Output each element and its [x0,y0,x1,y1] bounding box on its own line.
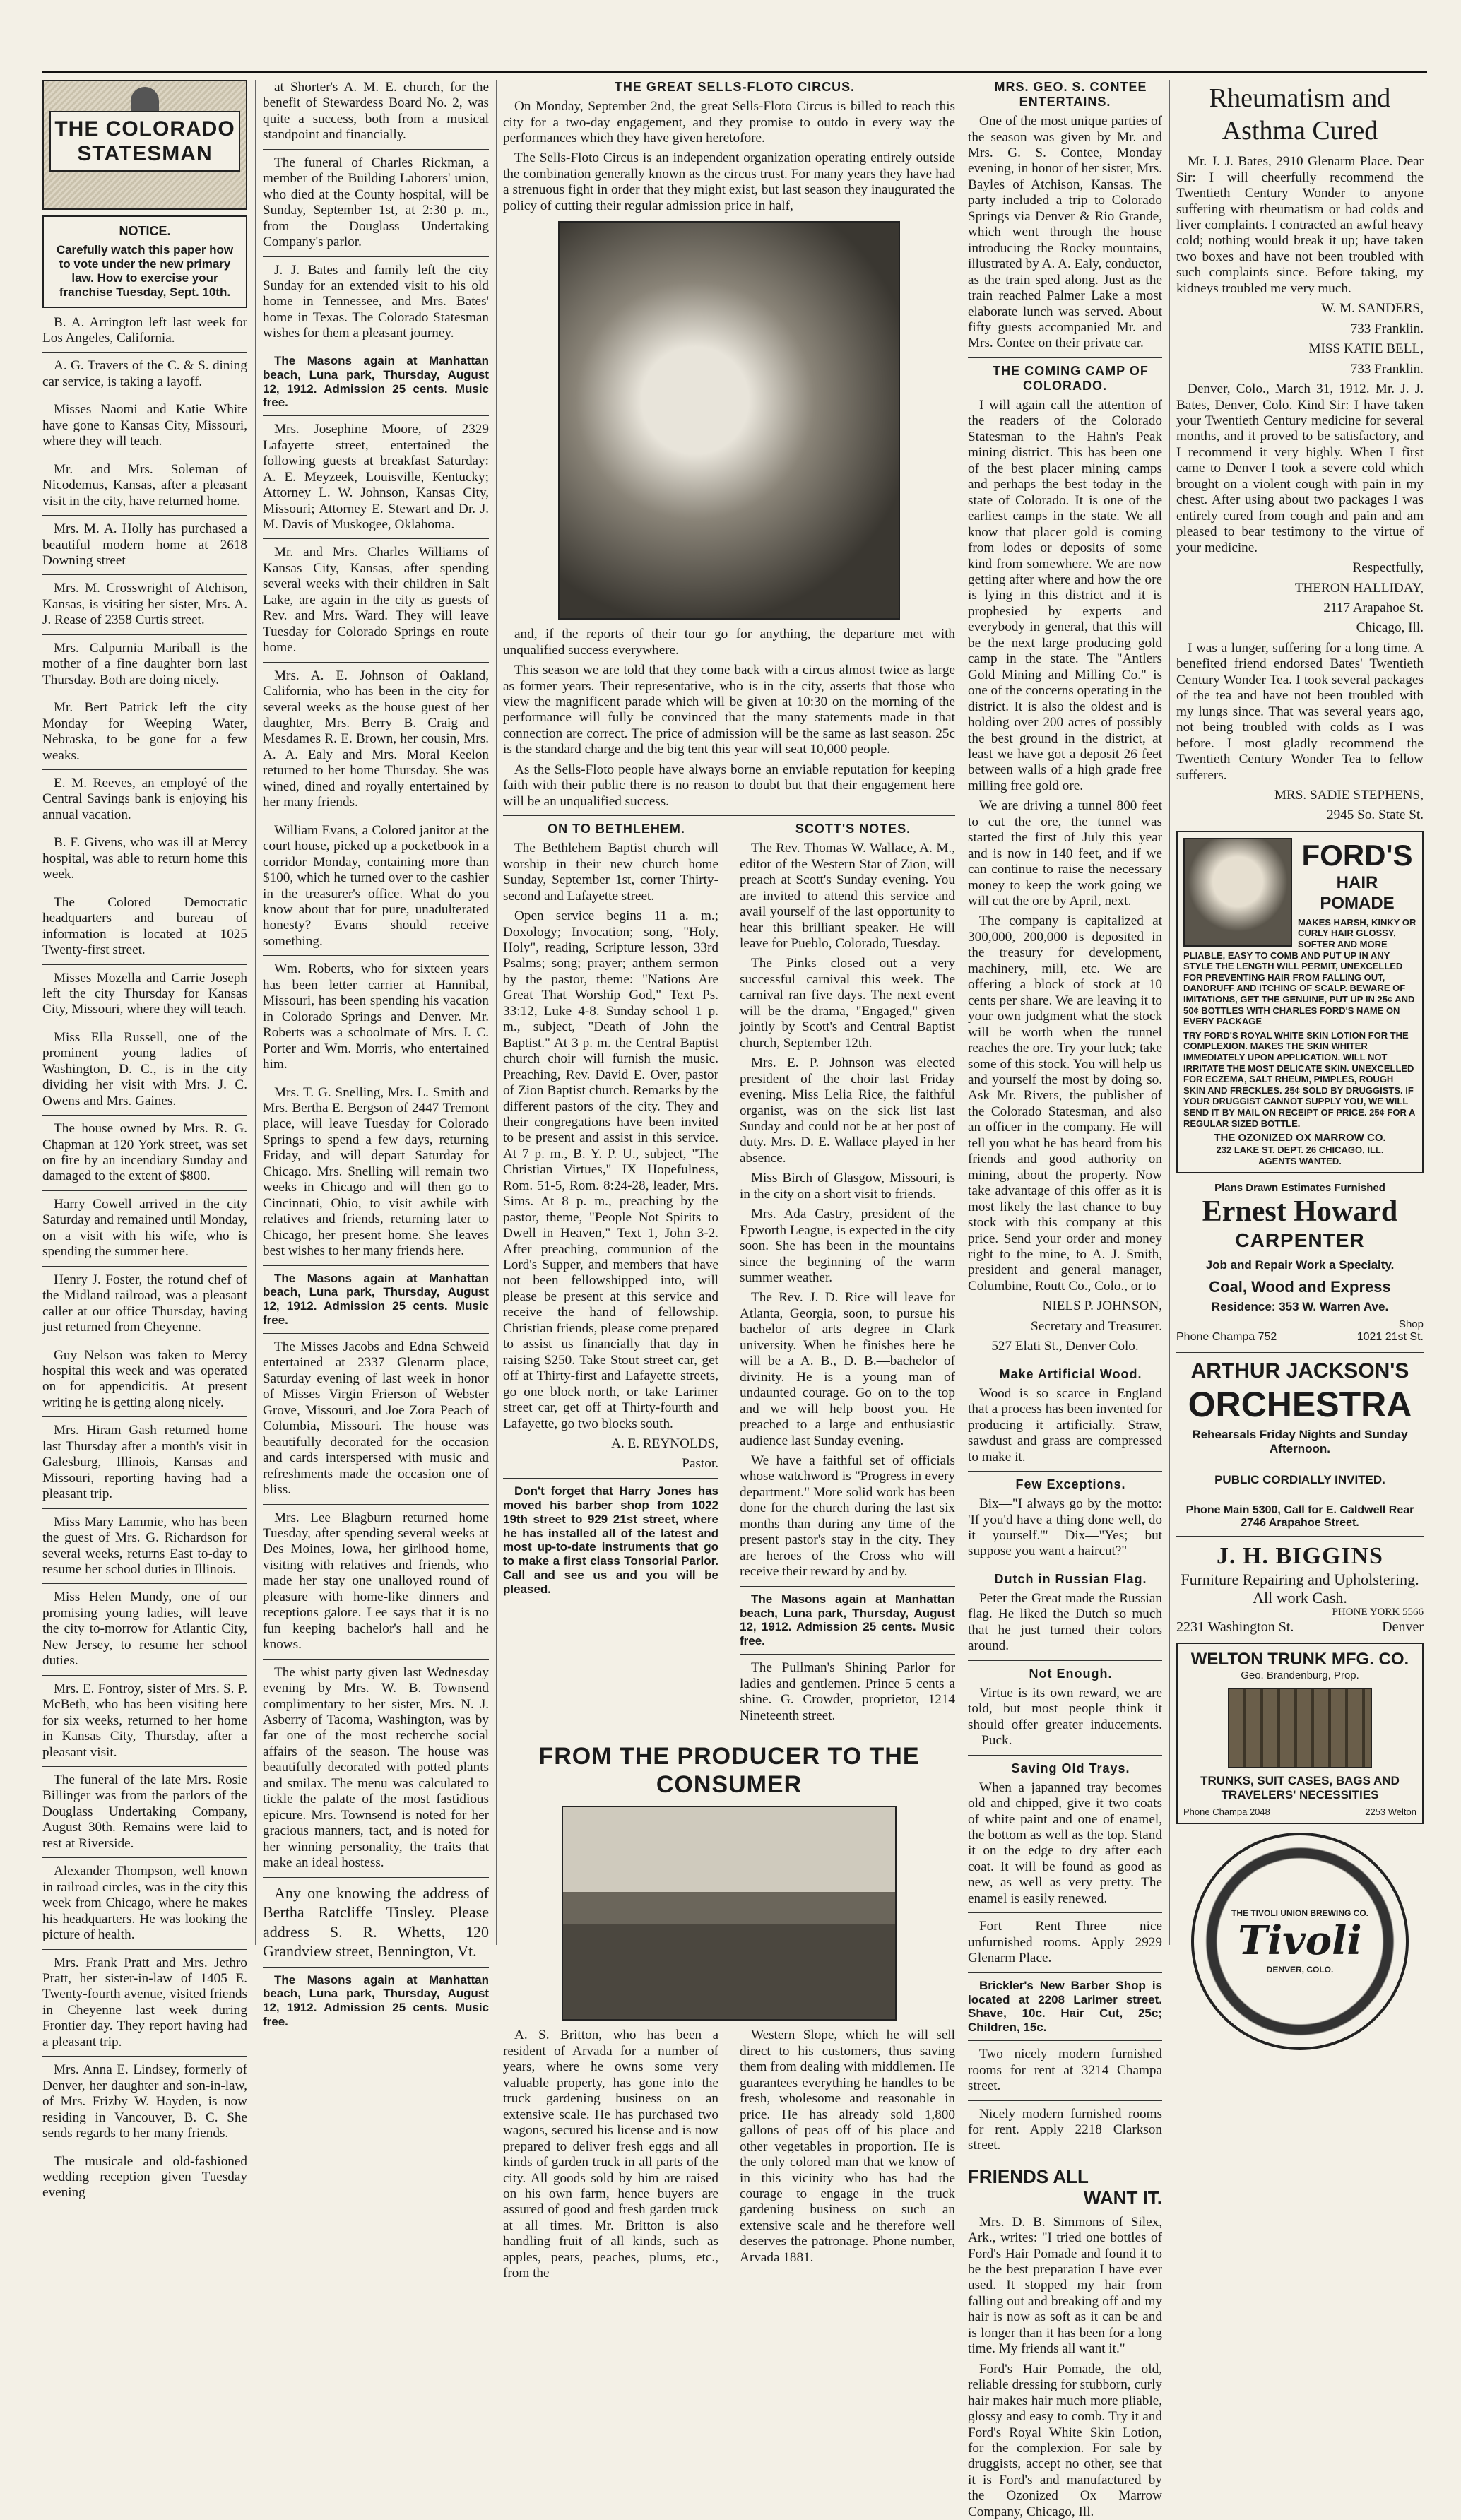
news-item: Mr. Bert Patrick left the city Monday for Weeping Water, Nebraska, to be gone for a few weaks. [42,700,247,763]
camp-paragraph: We are driving a tunnel 800 feet to cut the ore, the tunnel was started the first of July this year and is now in 140 feet, and if we can continue to raise the necessary money to keep the work going we will cut the ore by April, next. [968,798,1162,909]
scott-paragraph: The Pinks closed out a very successful carnival this week. The carnival ran five days. The next event will be the drama, "Engaged," given jointly by Scott's and Central Baptist church, September 12th. [740,956,955,1051]
wood-title: Make Artificial Wood. [999,1366,1142,1381]
contee-body: One of the most unique parties of the season was given by Mr. and Mrs. G. S. Contee, Monday evening, in honor of her sister, Mrs. Bayles of Atchison, Kansas. The party included a trip to Colorado Springs via Denver & Rio Grande, which went through the house introducing the Rocky mountains, illustrated by A. A. Ealy, conductor, as the train sped along. Just as the train reached Palmer Lake a most elaborate lunch was served. About fifty guests accompanied Mr. and Mrs. Contee on their private car. [968,114,1162,351]
tivoli-logo [1191,1833,1409,2050]
biggins-services: Furniture Repairing and Upholstering. All work Cash. [1181,1570,1419,1607]
divider [968,1755,1162,1756]
divider [968,1660,1162,1661]
local-items-4 [263,1339,489,1871]
divider [42,2056,247,2057]
column-2 [263,80,489,2029]
rheumatism-letter-3: I was a lunger, suffering for a long time. A benefited friend endorsed Bates' Twentieth Century Wonder Tea. I took several packages of the tea and have not been troubled with my lungs since. That was several years ago, not being troubled with colds as I was before. I most gladly recommend the Twentieth Century Wonder Tea to fellow sufferers. [1176,640,1424,783]
howard-residence: Residence: 353 W. Warren Ave. [1211,1300,1389,1314]
news-item: Wm. Roberts, who for sixteen years has been letter carrier at Hannibal, Missouri, has been spending his vacation in Colorado Springs and Denver. Mr. Roberts was a schoolmate of Mrs. J. C. Porter and Wm. Morris, who entertained him. [263,962,489,1072]
jackson-name: ARTHUR JACKSON'S [1190,1359,1409,1383]
howard-top-line: Plans Drawn Estimates Furnished [1214,1182,1385,1195]
divider [968,357,1162,358]
fords-address: 232 LAKE ST. DEPT. 26 CHICAGO, ILL. [1216,1144,1384,1156]
testimonial-address-4: 2945 So. State St. [1327,808,1424,823]
divider [42,1949,247,1950]
producer-headline: FROM THE PRODUCER TO THE CONSUMER [538,1742,920,1798]
divider [42,769,247,770]
divider [263,415,489,416]
masons-notice-2: The Masons again at Manhattan beach, Luna park, Thursday, August 12, 1912. Admission 25 cents. Music free. [263,1271,489,1327]
news-item: B. F. Givens, who was ill at Mercy hospital, was able to return home this week. [42,835,247,882]
news-item: Mrs. Frank Pratt and Mrs. Jethro Pratt, her sister-in-law of 1405 E. Twenty-fourth avenue, visited friends in Cheyenne last week during Frontier day. They report having had a pleasant trip. [42,1955,247,2049]
news-item: The Colored Democratic headquarters and bureau of information is located at 1025 Twenty-first street. [42,894,247,958]
trunk-icon [1228,1688,1372,1768]
portrait-image [1183,838,1292,947]
newspaper-page [42,71,1427,2519]
trunk-phone: Phone Champa 2048 [1183,1806,1270,1817]
divider [42,515,247,516]
news-item: A. G. Travers of the C. & S. dining car service, is taking a layoff. [42,358,247,389]
divider [42,1675,247,1676]
fords-text-2: TRY FORD'S ROYAL WHITE SKIN LOTION FOR THE COMPLEXION. MAKES THE SKIN WHITER IMMEDIATELY UPON APPLICATION. WILL NOT IRRITATE THE MOST DELICATE SKIN. UNEXCELLED FOR ECZEMA, SALT RHEUM, PIMPLES, ROUGH SKIN AND FRECKLES. 25¢ SOLD BY DRUGGISTS. IF YOUR DRUGGIST CANNOT SUPPLY YOU, WE WILL SEND IT BY MAIL ON RECEIPT OF PRICE. 25¢ FOR A REGULAR SIZED BOTTLE. [1183,1029,1415,1129]
enough-title: Not Enough. [1029,1666,1113,1681]
howard-job: Job and Repair Work a Specialty. [1205,1258,1395,1272]
britton-paragraph-2: Western Slope, which he will sell direct to his customers, thus saving them from dealing with middlemen. He guarantees everything he handles to be fresh, wholesome and reasonable in price. He has already sold 1,800 gallons of peas off of his place and other vegetables in proportion. He is the only colored man that we know of in this vicinity who has had the courage to engage in the truck gardening business on such an extensive scale and he therefore well deserves the patronage. Phone number, Arvada 1881. [740,2028,955,2265]
news-item: Mr. and Mrs. Soleman of Nicodemus, Kansas, after a pleasant visit in the city, have returned home. [42,461,247,509]
rheumatism-letter-2: Denver, Colo., March 31, 1912. Mr. J. J. Bates, Denver, Colo. Kind Sir: I have taken your Twentieth Century medicine for several months, and it proved to be satisfactory, and I recommend it very highly. When I first came to Denver I took a severe cold which brought on a violent cough with pain in my chest. After using about two packages I was entirely cured from cough and pain and am pleased to bear testimony to the virtue of your medicine. [1176,381,1424,555]
friends-headline [968,2166,1162,2209]
divider [1176,1352,1424,1353]
news-item: Mrs. E. Fontroy, sister of Mrs. S. P. McBeth, who has been visiting here for six weeks, returned to her home in Kansas City, Thursday, after a pleasant visit. [42,1681,247,1760]
divider [263,662,489,663]
friends-paragraph: Ford's Hair Pomade, the old, reliable dressing for stubborn, curly hair makes hair much more pliable, glossy and easy to comb. Try it and Ford's Royal White Skin Lotion, for the complexion. For sale by druggists, accept no other, see that it is Ford's and manufactured by the Ozonized Ox Marrow Company, Chicago, Ill. [968,2361,1162,2519]
fords-pomade-ad [1176,831,1424,1173]
howard-ad [1176,1182,1424,1344]
divider [263,1967,489,1968]
news-item: The funeral of the late Mrs. Rosie Billinger was from the parlors of the Douglass Undertaking Company, August 30th. Remains were laid to rest at Riverside. [42,1772,247,1851]
testimonial-address-2: 733 Franklin. [1350,361,1424,377]
tivoli-ring-text: THE TIVOLI UNION BREWING CO. [1231,1908,1368,1919]
wood-body: Wood is so scarce in England that a process has been invented for producing it artificially. Straw, sawdust and grass are compressed to make it. [968,1385,1162,1465]
divider [42,1508,247,1509]
divider [1176,1536,1424,1537]
bethlehem-paragraph: The Bethlehem Baptist church will worship in their new church home Sunday, September 1st, corner Thirty-second and Lafayette street. [503,841,718,904]
trunk-contact-row [1183,1806,1416,1817]
masons-notice: The Masons again at Manhattan beach, Luna park, Thursday, August 12, 1912. Admission 25 cents. Music free. [263,353,489,410]
news-item: Miss Ella Russell, one of the prominent young ladies of Washington, D. C., is in the city dividing her visit with Mrs. J. C. Owens and Mrs. Gaines. [42,1029,247,1108]
howard-shop-label: Shop [1398,1318,1424,1331]
fords-subtitle: HAIR POMADE [1320,873,1395,913]
scott-paragraph: The Rev. J. D. Rice will leave for Atlanta, Georgia, soon, to pursue his bachelor of arts degree in Clark university. When he finishes here he will be a A. B., D. B.—bachelor of divinity. He is a young man of undaunted courage. Go on to the top and we will help boost you. He preached to a large and enthusiastic audience last Sunday evening. [740,1290,955,1448]
scott-article [740,822,955,1728]
friends-headline-line-2: WANT IT. [1083,2187,1162,2209]
howard-trade: CARPENTER [1235,1229,1365,1251]
rheumatism-headline-line-1: Rheumatism and [1209,83,1391,113]
britton-paragraph: A. S. Britton, who has been a resident of Arvada for a number of years, where he owns some very valuable property, has gone into the truck gardening business on an extensive scale. He has purchased two wagons, secured his license and is now prepared to deliver fresh eggs and all kinds of garden truck in all parts of the city. All goods sold by him are raised on his own farm, hence buyers are assured of good and fresh garden truck at all times. Mr. Britton is also handling fruit of all kinds, such as apples, pears, peaches, plums, etc., from the [503,2028,718,2281]
rheumatism-letter [1176,154,1424,297]
divider [42,1416,247,1417]
column-1 [42,80,247,2201]
news-item: E. M. Reeves, an employé of the Central Savings bank is enjoying his annual vacation. [42,775,247,822]
local-items-3 [263,422,489,1259]
jackson-orchestra: ORCHESTRA [1188,1384,1412,1424]
testimonial-signature-3: THERON HALLIDAY, [1294,580,1424,596]
masthead-title: THE COLORADO STATESMAN [49,111,240,172]
howard-phone-row [1176,1331,1424,1344]
local-items [42,315,247,2201]
pullman-notice: The Pullman's Shining Parlor for ladies and gentlemen. Prince 5 cents a shine. G. Crowder, proprietor, 1214 Nineteenth street. [740,1660,955,1723]
news-item: Mr. and Mrs. Charles Williams of Kansas City, Kansas, after spending several weeks with their children in Salt Lake, are again in the city as guests of Rev. and Mrs. Ward. They will leave Tuesday for Colorado Springs en route home. [263,545,489,656]
scott-paragraph: The Rev. Thomas W. Wallace, A. M., editor of the Western Star of Zion, will preach at Scott's Sunday evening. You are invited to attend this service and avail yourself of the last opportunity to hear this brilliant speaker. He will leave for Pueblo, Colorado, Tuesday. [740,841,955,951]
testimonial-signature: W. M. SANDERS, [1321,301,1424,317]
divider [968,1972,1162,1973]
testimonial-address: 733 Franklin. [1350,321,1424,336]
news-item: Mrs. Hiram Gash returned home last Thursday after a month's visit in Galesburg, Illinois, Kansas and Missouri, reporting having had a pleasant trip. [42,1423,247,1502]
camp-title: THE COMING CAMP OF COLORADO. [993,363,1149,393]
news-item: Mrs. Josephine Moore, of 2329 Lafayette street, entertained the following guests at breakfast Saturday: A. E. Meyzeek, Louisville, Kentucky; Attorney L. W. Johnson, Kansas City, Missouri; Attorney E. Stewart and Dr. J. M. Davis of Muskogee, Oklahoma. [263,422,489,533]
news-item: Guy Nelson was taken to Mercy hospital this week and was operated on for appendicitis. At present writing he is getting along nicely. [42,1347,247,1410]
news-item: Mrs. A. E. Johnson of Oakland, California, who has been in the city for several weeks as the house guest of her daughter, Mrs. Berry B. Craig and Mesdames R. E. Brown, her cousin, Mrs. A. A. Ealy and Mrs. Moral Keelon returned to her home Thursday. She was wined, dined and royally entertained by her many friends. [263,668,489,810]
news-item: William Evans, a Colored janitor at the court house, picked up a pocketbook in a corridor Monday, containing more than $100, which he turned over to the cashier in the treasurer's office. What do you know about that for pure, unadulterated honesty? Evans should receive something. [263,822,489,949]
few-title: Few Exceptions. [1015,1477,1126,1492]
chicago-dateline: Chicago, Ill. [1356,620,1424,636]
biggins-city: Denver [1382,1619,1424,1635]
circus-paragraph: As the Sells-Floto people have always borne an enviable reputation for keeping faith with their public there is no reason to doubt but that their engagement here will be an unqualified success. [503,762,955,809]
fords-company: THE OZONIZED OX MARROW CO. [1214,1132,1386,1144]
rent-notice-2: Two nicely modern furnished rooms for rent at 3214 Champa street. [968,2047,1162,2094]
divider [42,1766,247,1767]
local-items-2 [263,80,489,342]
notice-box [42,215,247,308]
divider [42,574,247,575]
divider [42,1857,247,1858]
divider [263,149,489,150]
rheumatism-headline [1176,83,1424,147]
jackson-ad [1176,1359,1424,1530]
news-item: Henry J. Foster, the rotund chef of the Midland railroad, was a pleasant caller at our office Thursday, having just returned from Cheyenne. [42,1272,247,1335]
welton-trunk-ad [1176,1643,1424,1824]
divider [263,1333,489,1334]
ratcliffe-notice: Any one knowing the address of Bertha Ratcliffe Tinsley. Please address S. R. Whetts, 120 Grandview street, Bennington, Vt. [263,1883,489,1960]
column-5 [1176,80,1424,1975]
tivoli-brand: Tivoli [1238,1917,1362,1965]
contee-title: MRS. GEO. S. CONTEE ENTERTAINS. [994,80,1147,110]
enough-body: Virtue is its own reward, we are told, but most people think it should offer greater inducements.—Puck. [968,1685,1162,1749]
trunk-title: WELTON TRUNK MFG. CO. [1190,1650,1409,1669]
camp-paragraph: The company is capitalized at 300,000, 200,000 is deposited in the treasury for development, machinery, mill, etc. We are offering a block of stock at 10 cents per share. We are leaving it to your own judgment what the stock will be worth when the tunnel reaches the ore. Try your luck; take some of this stock. You will help us and yourself the most by doing so. Ask Mr. Rivers, the publisher of the Colorado Statesman, and also an officer in the company. He will tell you what he has heard from his friends and good authority on mining, about the property. Now take advantage of this offer as it is most likely the last chance to buy stock with this company at this price. Send your order and money right to the mine, to A. J. Smith, president and general manager, Columbine, Routt Co., Colo., or to [968,913,1162,1294]
news-item: at Shorter's A. M. E. church, for the benefit of Stewardess Board No. 2, was quite a success, both from a musical standpoint and financially. [263,80,489,143]
biggins-address: 2231 Washington St. [1176,1619,1294,1635]
howard-coal: Coal, Wood and Express [1209,1277,1391,1296]
friends-paragraph: Mrs. D. B. Simmons of Silex, Ark., writes: "I tried one bottles of Ford's Hair Pomade and found it to be the best preparation I have ever used. It stopped my hair from falling out and breaking off and my hair is now as soft as it can be and is longer than it has been for a long time. My friends all want it." [968,2214,1162,2357]
column-divider [496,80,497,1945]
circus-paragraph: The Sells-Floto Circus is an independent organization operating entirely outside the combination generally known as the circus trust. For many years they have had a strenuous fight in order that they might exist, but last season they inaugurated the policy of cutting their regular admission price in half, [503,150,955,213]
divider [263,955,489,956]
biggins-phone: PHONE YORK 5566 [1332,1607,1424,1619]
masons-notice-3: The Masons again at Manhattan beach, Luna park, Thursday, August 12, 1912. Admission 25 cents. Music free. [263,1972,489,2029]
divider [42,1583,247,1584]
divider [740,1586,955,1587]
camp-address: 527 Elati St., Denver Colo. [991,1339,1139,1354]
news-item: The house owned by Mrs. R. G. Chapman at 120 York street, was set on fire by an incendiary Sunday and damaged to the extent of $800. [42,1121,247,1184]
scott-body [740,841,955,1580]
bethlehem-paragraph: Open service begins 11 a. m.; Doxology; Invocation; song, "Holy, Holy", reading, Scripture lesson, 33rd Psalms; song; prayer; anthem sermon by the pastor, theme: "Nations Are Great That Worship God," Text Ps. 33:12, Luke 4-8. Sunday school 1 p. m., subject, "Death of John the Baptist." At 3 p. m. the Central Baptist church choir will furnish the music. Preaching, Rev. David E. Over, pastor of Zion Baptist church. Remarks by the different pastors of the city. They and their congregations have been invited to be present and assist in this service. At 7 p. m., B. Y. P. U., subject, "The Christian Virtues," IX Hopefulness, Rom. 51-5, Rom. 8:24-28, leader, Mrs. Sims. At 8 p. m., preaching by the pastor, theme, "People Not Spirits to Dwell in Heaven," Text 1, John 3-2. After preaching, communion of the Lord's Supper, and members that have not been fellowshipped into, will please be present at this service and receive the hand of fellowship. Christian friends, please come prepared to assist us financially that day in raising $250. Take Stout street car, get off at Thirty-first and Lafayette streets, go one block north, or take Larimer street car, get off at Thirty-fourth and Lafayette, go two blocks south. [503,909,718,1431]
divider [263,1265,489,1266]
news-item: Miss Mary Lammie, who has been the guest of Mrs. G. Richardson for several weeks, returns East to-day to resume her school duties in Illinois. [42,1514,247,1577]
divider [42,1115,247,1116]
friends-headline-line-1: FRIENDS ALL [968,2165,1089,2187]
news-item: The whist party given last Wednesday evening by Mrs. W. B. Townsend complimentary to her sister, Mrs. N. J. Asberry of Tacoma, Washington, was by far one of the most recherche social affairs of the season. The house was beautifully decorated with potted plants and smilax. The menu was calculated to tickle the palate of the most fastidious epicure. Mrs. Townsend is noted for her gracious manners, tact, and is noted for her winning personality, the traits that make an ideal hostess. [263,1664,489,1871]
divider [263,1504,489,1505]
testimonial-signature-4: MRS. SADIE STEPHENS, [1274,787,1424,803]
bethlehem-article [503,822,718,1728]
divider [968,1912,1162,1913]
trunk-items: TRUNKS, SUIT CASES, BAGS AND TRAVELERS' NECESSITIES [1200,1773,1400,1802]
rheumatism-paragraph: Mr. J. J. Bates, 2910 Glenarm Place. Dear Sir: I will cheerfully recommend the Twentieth Century Wonder to anyone suffering with rheumatism or bad colds and liver complaints. I contracted an awful heavy cold; nothing would break it up; have taken two boxes and have not been troubled with such complaints since. Before taking, my kidneys troubled me very much. [1176,154,1424,296]
rent-notice-3: Nicely modern furnished rooms for rent. Apply 2218 Clarkson street. [968,2106,1162,2153]
news-item: Alexander Thompson, well known in railroad circles, was in the city this week from Chicago, where he makes his headquarters. He was looking the picture of health. [42,1864,247,1943]
divider [263,1659,489,1660]
column-3 [503,80,955,2281]
column-divider [255,80,256,1945]
scott-paragraph: We have a faithful set of officials whose watchword is "Progress in every department." More solid work has been done for the church during the last six months than during any time of the present pastor's stay in the city. They are heroes of the Cross who will receive their reward by and by. [740,1453,955,1580]
notice-text: Carefully watch this paper how to vote under the new primary law. How to exercise your franchise Tuesday, Sept. 10th. [56,243,234,299]
divider [42,964,247,965]
biggins-name: J. H. BIGGINS [1217,1543,1383,1570]
masthead [42,80,247,210]
bethlehem-signature: A. E. REYNOLDS, [611,1436,718,1452]
news-item: The funeral of Charles Rickman, a member of the Building Laborers' union, who died at the County hospital, will be Sunday, September 1st, at 2:30 p. m., from the Douglass Undertaking Company's parlor. [263,155,489,250]
dutch-title: Dutch in Russian Flag. [994,1571,1147,1586]
divider [503,815,955,816]
trays-title: Saving Old Trays. [1011,1761,1130,1775]
bethlehem-title: ON TO BETHLEHEM. [548,822,685,836]
column-4 [968,80,1162,2519]
news-item: Mrs. Anna E. Lindsey, formerly of Denver, her daughter and son-in-law, of Mrs. Frizby W. Hayden, is now residing in Vancouver, B. C. She sends regards to her many friends. [42,2062,247,2141]
friends-body [968,2215,1162,2520]
bethlehem-signature-title: Pastor. [682,1456,718,1472]
dutch-body: Peter the Great made the Russian flag. He liked the Dutch so much that he just turned their colors around. [968,1590,1162,1654]
news-item: J. J. Bates and family left the city Sunday for an extended visit to his old home in Tennessee, and Mrs. Bates' home in Texas. The Colorado Statesman wishes for them a pleasant journey. [263,262,489,341]
fords-text: MAKES HARSH, KINKY OR CURLY HAIR GLOSSY, SOFTER AND MORE PLIABLE, EASY TO COMB AND PUT UP IN ANY STYLE THE LENGTH WILL PERMIT, UNEXCELLED FOR PREVENTING HAIR FROM FALLING OUT, DANDRUFF AND ITCHING OF SCALP. BEWARE OF IMITATIONS, GET THE GENUINE, PUT UP IN 25¢ AND 50¢ BOTTLES WITH CHARLES FORD'S NAME ON EVERY PACKAGE [1183,916,1416,1027]
divider [42,1190,247,1191]
divider [263,256,489,257]
camp-signature: NIELS P. JOHNSON, [1042,1299,1162,1314]
news-item: Misses Naomi and Katie White have gone to Kansas City, Missouri, where they will teach. [42,402,247,449]
divider [503,1478,718,1479]
masons-notice-4: The Masons again at Manhattan beach, Luna park, Thursday, August 12, 1912. Admission 25 cents. Music free. [740,1592,955,1648]
divider [263,1877,489,1878]
circus-paragraph: This season we are told that they come back with a circus almost twice as large as former years. Their representative, who is in the city, asserts that those who view the magnificent parade which will be given at 10:30 on the morning of the performance will fully be convinced that the many statements made in that connection are correct. The price of admission will be the same as last season. 25c is the standard charge and the big tent this year will seat 10,000 people. [503,663,955,757]
divider [263,538,489,539]
news-item: Mrs. M. Crosswright of Atchison, Kansas, is visiting her sister, Mrs. A. J. Rease of 2358 Curtis street. [42,581,247,628]
notice-title: NOTICE. [119,224,171,238]
bethlehem-body [503,841,718,1432]
trays-body: When a japanned tray becomes old and chipped, give it two coats of white paint and one of enamel, the bottom as well as the top. Stand it on the edge to dry after each coat. It will be found as good as new, as well as very pretty. The enamel is easily renewed. [968,1780,1162,1906]
testimonial-closing: Respectfully, [1352,560,1424,576]
britton-article [503,2028,955,2285]
circus-paragraph: and, if the reports of their tour go for anything, the departure met with unqualified success everywhere. [503,627,955,658]
trunk-address: 2253 Welton [1365,1806,1416,1817]
news-item: Mrs. M. A. Holly has purchased a beautiful modern home at 2618 Downing street [42,521,247,568]
few-body: Bix—"I always go by the motto: 'If you'd have a thing done well, do it yourself.'" Dix—"Yes; but suppose you want a haircut?" [968,1496,1162,1559]
column-divider [1169,80,1170,1945]
scott-paragraph: Mrs. Ada Castry, president of the Epworth League, is expected in the city soon. She has been in the mountains since the beginning of the warm summer weather. [740,1207,955,1286]
camp-paragraph: I will again call the attention of the readers of the Colorado Statesman to the Hahn's Peak mining district. This has been one of the best placer mining camps and perhaps the best today in the state of Colorado. It is one of the earliest camps in the state. We all know that placer gold is coming from lodes or deposits of some kind from somewhere. We are now getting after where and how the ore is lying in this district and it is prophesied by experts and everybody in general, that this will be the next large producing gold camp in the state. The "Antlers Gold Mining and Milling Co." is one of the concerns operating in the district. It is also the oldest and is holding over 200 acres of possibly the best ground in the district, at least we have got a deposit 26 feet between walls of a high grade free milling free gold ore. [968,397,1162,793]
jackson-invite: PUBLIC CORDIALLY INVITED. [1214,1472,1385,1486]
camp-signature-title: Secretary and Treasurer. [1031,1318,1162,1334]
tivoli-city: DENVER, COLO. [1266,1964,1334,1975]
biggins-ad [1176,1542,1424,1635]
news-item: The musicale and old-fashioned wedding reception given Tuesday evening [42,2153,247,2201]
trunk-proprietor: Geo. Brandenburg, Prop. [1241,1669,1359,1682]
news-item: Miss Helen Mundy, one of our promising young ladies, will leave the city to-morrow for Atlantic City, New Jersey, to resume her school duties. [42,1590,247,1669]
circus-title: THE GREAT SELLS-FLOTO CIRCUS. [614,80,856,94]
divider [42,1266,247,1267]
divider [968,1471,1162,1472]
jackson-contact: Phone Main 5300, Call for E. Caldwell Rear 2746 Arapahoe Street. [1185,1503,1414,1530]
rent-notice: Fort Rent—Three nice unfurnished rooms. Apply 2929 Glenarm Place. [968,1919,1162,1966]
news-item: Harry Cowell arrived in the city Saturday and remained until Monday, on a visit with his wife, who is spending the summer here. [42,1196,247,1260]
news-item: Mrs. T. G. Snelling, Mrs. L. Smith and Mrs. Bertha E. Bergson of 2447 Tremont place, will leave Tuesday for Colorado Springs to spend a few days, returning Friday, and will depart Saturday for Chicago. Mrs. Snelling will remain two weeks in Chicago and will then go to Cincinnati, Ohio, to visit awhile with relatives and friends, returning later to Chicago, her present home. She leaves best wishes to her many friends here. [263,1084,489,1259]
scott-title: SCOTT'S NOTES. [795,822,911,836]
camp-body [968,398,1162,1294]
circus-paragraph: On Monday, September 2nd, the great Sells-Floto Circus is billed to reach this city for a two-day engagement, and they promise to outdo in every way the performances which they have given heretofore. [503,99,955,146]
testimonial-signature-2: MISS KATIE BELL, [1308,341,1424,357]
barber-notice: Brickler's New Barber Shop is located at 2208 Larimer street. Shave, 10c. Hair Cut, 25c; Children, 15c. [968,1978,1162,2035]
news-item: Mrs. Lee Blagburn returned home Tuesday, after spending several weeks at Des Moines, Iowa, her girlhood home, visiting with relatives and friends, who made her stay one unalloyed round of pleasure with home-like dinners and receptions galore. Lee says that it is no fun keeping bachelor's hall and he knows. [263,1510,489,1652]
fords-agents: AGENTS WANTED. [1258,1155,1342,1166]
news-item: The Misses Jacobs and Edna Schweid entertained at 2337 Glenarm place, Saturday evening of last week in honor of Misses Virgin Frierson of Webster Grove, Missouri, and Joe Zora Peach of Columbia, Missouri. The house was beautifully decorated for the occasion and cards interspersed with music and refreshments made the occasion one of bliss. [263,1339,489,1498]
news-item: Misses Mozella and Carrie Joseph left the city Thursday for Kansas City, Missouri, where they will teach. [42,970,247,1017]
howard-shop: 1021 21st St. [1356,1330,1424,1343]
howard-phone: Phone Champa 752 [1176,1330,1277,1343]
news-item: Mrs. Calpurnia Mariball is the mother of a fine daughter born last Thursday. Both are doing nicely. [42,640,247,687]
divider [42,634,247,635]
biggins-address-row [1176,1619,1424,1635]
fords-title: FORD'S [1301,838,1413,872]
testimonial-address-3: 2117 Arapahoe St. [1323,600,1424,615]
two-column-section [503,822,955,1728]
divider [968,2040,1162,2041]
scott-paragraph: Miss Birch of Glasgow, Missouri, is in the city on a short visit to friends. [740,1171,955,1202]
farm-photo [562,1806,897,2021]
scott-paragraph: Mrs. E. P. Johnson was elected president of the choir last Friday evening. Miss Lelia Rice, the faithful organist, was on the sick list last Sunday and could not be at her post of duty. Mrs. D. E. Wallace played in her absence. [740,1055,955,1166]
jones-barber-notice: Don't forget that Harry Jones has moved his barber shop from 1022 19th street to 929 21st street, where he has installed all of the latest and most up-to-date instruments that go to make a first class Tonsorial Parlor. Call and see us and you will be pleased. [503,1484,718,1597]
jackson-rehearsals: Rehearsals Friday Nights and Sunday Afternoon. [1192,1428,1408,1455]
rheumatism-headline-line-2: Asthma Cured [1222,115,1378,146]
howard-name: Ernest Howard [1202,1195,1398,1228]
clown-photo [558,221,900,620]
divider [740,1654,955,1655]
news-item: B. A. Arrington left last week for Los Angeles, California. [42,314,247,345]
divider [42,352,247,353]
divider [968,2100,1162,2101]
